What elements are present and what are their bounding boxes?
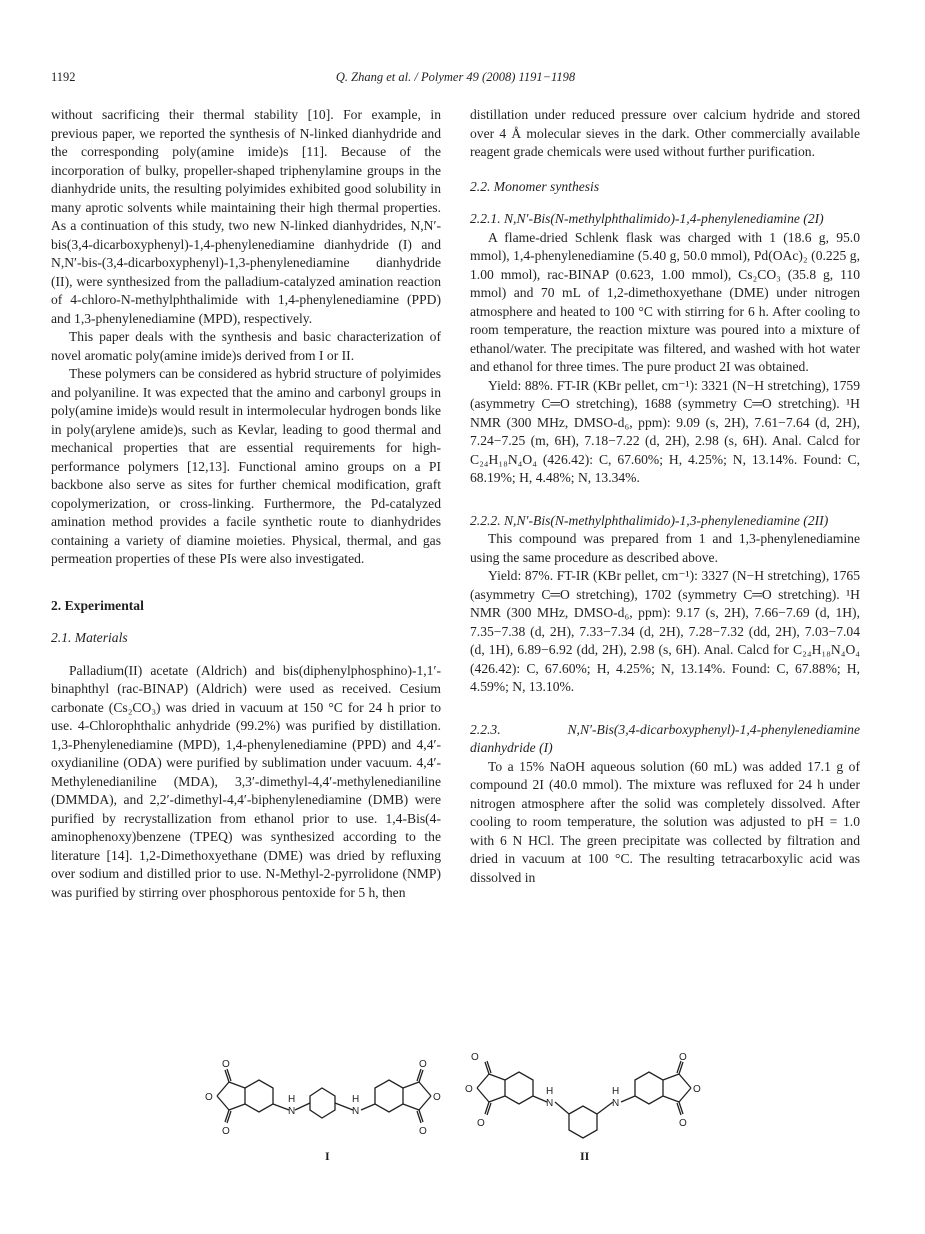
chemical-structures-figure xyxy=(195,1052,735,1167)
atom-label: H xyxy=(352,1094,360,1105)
paragraph: Yield: 88%. FT-IR (KBr pellet, cm⁻¹): 3321 (N−H stretching), 1759 (asymmetry C═O stretching), 1688 (symmetry C═O stretching). ¹H NMR (300 MHz, DMSO-d₆, ppm): 9.09 (s, 2H), 7.61−7.64 (d, 2H), 7.24−7.25 (m, 6H), 7.18−7.22 (d, 2H), 2.98 (s, 6H). Anal. Calcd for C₂₄H₁₈N₄O₄ (426.42): C, 67.60%; H, 4.25%; N, 13.14%. Found: C, 68.19%; H, 4.48%; N, 13.34%. xyxy=(470,377,860,485)
benzene-ring xyxy=(310,1088,335,1118)
atom-label: O xyxy=(222,1059,230,1070)
paragraph: Palladium(II) acetate (Aldrich) and bis(diphenylphosphino)-1,1′-binaphthyl (rac-BINAP) (Aldrich) were used as received. Cesium carbonate (Cs₂CO₃) was dried in vacuum at 150 °C for 24 h prior to use. 4-Chlorophthalic anhydride (99.2%) was purified by distillation. 1,3-Phenylenediamine (MPD), 1,4-phenylenediamine (PPD) and 4,4′-oxydianiline (ODA) were purified by sublimation under vacuum. 4,4′-Methylenedianiline (MDA), 3,3′-dimethyl-4,4′-methylenedianiline (DMMDA), and 2,2′-dimethyl-4,4′-biphenylenediamine (DMB) were purified by recrystallization from ethanol prior to use. 1,4-Bis(4-aminophenoxy)benzene (TPEQ) was synthesized according to the literature [14]. 1,2-Dimethoxyethane (DME) was dried by refluxing over sodium and distilled prior to use. N-Methyl-2-pyrrolidone (NMP) was purified by stirring over phosphorous pentoxide for 5 h, then xyxy=(51,662,441,900)
left-column xyxy=(51,106,441,902)
molecule-label: I xyxy=(325,1149,330,1163)
molecule-I xyxy=(205,1059,441,1163)
atom-label: O xyxy=(222,1126,230,1137)
paragraph: This compound was prepared from 1 and 1,3-phenylenediamine using the same procedure as described above. xyxy=(470,531,860,565)
page-header xyxy=(51,70,860,86)
section-heading: 2. Experimental xyxy=(51,597,144,613)
atom-label: N xyxy=(546,1098,554,1109)
right-column xyxy=(470,106,860,887)
atom-label: O xyxy=(471,1052,479,1063)
paragraph: A flame-dried Schlenk flask was charged with 1 (18.6 g, 95.0 mmol), 1,4-phenylenediamine (5.40 g, 50.0 mmol), Pd(OAc)₂ (0.225 g, 1.00 mmol), rac-BINAP (0.623, 1.00 mmol), Cs₂CO₃ (35.8 g, 110 mmol) and 70 mL of 1,2-dimethoxyethane (DME) under nitrogen atmosphere and heated to 100 °C with stirring for 6 h. After cooling to room temperature, the reaction mixture was poured into a mixture of ethanol/water. The precipitate was filtered, and washed with hot water and ethanol for three times. The pure product 2I was obtained. xyxy=(470,229,860,374)
benzene-ring xyxy=(375,1080,403,1112)
benzene-ring xyxy=(635,1072,663,1104)
molecule-II xyxy=(465,1052,701,1163)
atom-label: H xyxy=(612,1086,620,1097)
subsection-heading: 2.1. Materials xyxy=(51,630,128,645)
atom-label: O xyxy=(465,1084,473,1095)
atom-label: N xyxy=(288,1106,296,1117)
running-title: Q. Zhang et al. / Polymer 49 (2008) 1191−1198 xyxy=(335,70,576,84)
subsubsection-heading: 2.2.1. N,N′-Bis(N-methylphthalimido)-1,4-phenylenediamine (2I) xyxy=(470,211,824,226)
atom-label: O xyxy=(419,1059,427,1070)
atom-label: N xyxy=(612,1098,620,1109)
atom-label: H xyxy=(288,1094,296,1105)
benzene-ring xyxy=(505,1072,533,1104)
atom-label: O xyxy=(205,1092,213,1103)
atom-label: O xyxy=(477,1118,485,1129)
paragraph: To a 15% NaOH aqueous solution (60 mL) was added 17.1 g of compound 2I (40.0 mmol). The mixture was refluxed for 24 h under nitrogen atmosphere after the solid was completely dissolved. After cooling to room temperature, the solution was adjusted to pH = 1.0 with 6 N HCl. The green precipitate was collected by filtration and dried in vacuum at 100 °C. The resulting tetracarboxylic acid was dissolved in xyxy=(470,758,860,885)
page-number: 1192 xyxy=(51,70,76,84)
paragraph: These polymers can be considered as hybrid structure of polyimides and polyaniline. It was expected that the amino and carbonyl groups in poly(amine imide)s would result in intermolecular hydrogen bonds like in poly(arylene amide)s, such as Kevlar, leading to good thermal and mechanical properties that are essential requirements for high-performance polymers [12,13]. Functional amino groups on a PI backbone also serve as sites for further chemical modification, graft copolymerization, or cross-linking. Furthermore, the Pd-catalyzed amination method provides a facile synthetic route to dianhydrides containing a variety of diamine moieties. Physical, thermal, and gas permeation properties of these PIs were also investigated. xyxy=(51,366,441,566)
paragraph: without sacrificing their thermal stability [10]. For example, in previous paper, we reported the synthesis of N-linked dianhydride and the corresponding poly(amine imide)s [11]. Because of the incorporation of bulky, propeller-shaped triphenylamine groups in the dianhydride units, the resulting polyimides exhibited good solubility in many aprotic solvents while maintaining their high thermal properties. As a continuation of this study, two new N-linked dianhydrides, N,N′-bis(3,4-dicarboxyphenyl)-1,4-phenylenediamine dianhydride (I) and N,N′-bis-(3,4-dicarboxyphenyl)-1,3-phenylenediamine dianhydride (II), were synthesized from the palladium-catalyzed amination reaction of 4-chloro-N-methylphthalimide with 1,4-phenylenediamine (PPD) and 1,3-phenylenediamine (MPD), respectively. xyxy=(51,107,441,326)
atom-label: N xyxy=(352,1106,360,1117)
atom-label: H xyxy=(546,1086,554,1097)
atom-label: O xyxy=(693,1084,701,1095)
atom-label: O xyxy=(433,1092,441,1103)
atom-label: O xyxy=(679,1118,687,1129)
subsection-heading: 2.2. Monomer synthesis xyxy=(470,178,600,194)
benzene-ring xyxy=(245,1080,273,1112)
paragraph: Yield: 87%. FT-IR (KBr pellet, cm⁻¹): 3327 (N−H stretching), 1765 (asymmetry C═O stretching), 1702 (symmetry C═O stretching). ¹H NMR (300 MHz, DMSO-d₆, ppm): 9.17 (s, 2H), 7.66−7.69 (d, 1H), 7.35−7.38 (d, 2H), 7.33−7.34 (d, 2H), 7.28−7.32 (dd, 2H), 7.03−7.04 (d, 1H), 6.89−6.92 (dd, 2H), 2.98 (s, 6H). Anal. Calcd for C₂₄H₁₈N₄O₄ (426.42): C, 67.60%; H, 4.25%; N, 13.14%. Found: C, 67.88%; H, 4.59%; N, 13.10%. xyxy=(470,568,860,694)
atom-label: O xyxy=(679,1052,687,1063)
structures-svg xyxy=(195,1052,735,1167)
subsubsection-heading: 2.2.3. N,N′-Bis(3,4-dicarboxyphenyl)-1,4-phenylenediamine dianhydride (I) xyxy=(470,721,860,755)
atom-label: O xyxy=(419,1126,427,1137)
paragraph: This paper deals with the synthesis and basic characterization of novel aromatic poly(amine imide)s derived from I or II. xyxy=(51,329,441,363)
molecule-label: II xyxy=(580,1149,590,1163)
subsubsection-heading: 2.2.2. N,N′-Bis(N-methylphthalimido)-1,3-phenylenediamine (2II) xyxy=(470,512,829,528)
paragraph: distillation under reduced pressure over calcium hydride and stored over 4 Å molecular sieves in the dark. Other commercially available reagent grade chemicals were used without further purification. xyxy=(470,107,860,159)
benzene-ring xyxy=(569,1106,597,1138)
